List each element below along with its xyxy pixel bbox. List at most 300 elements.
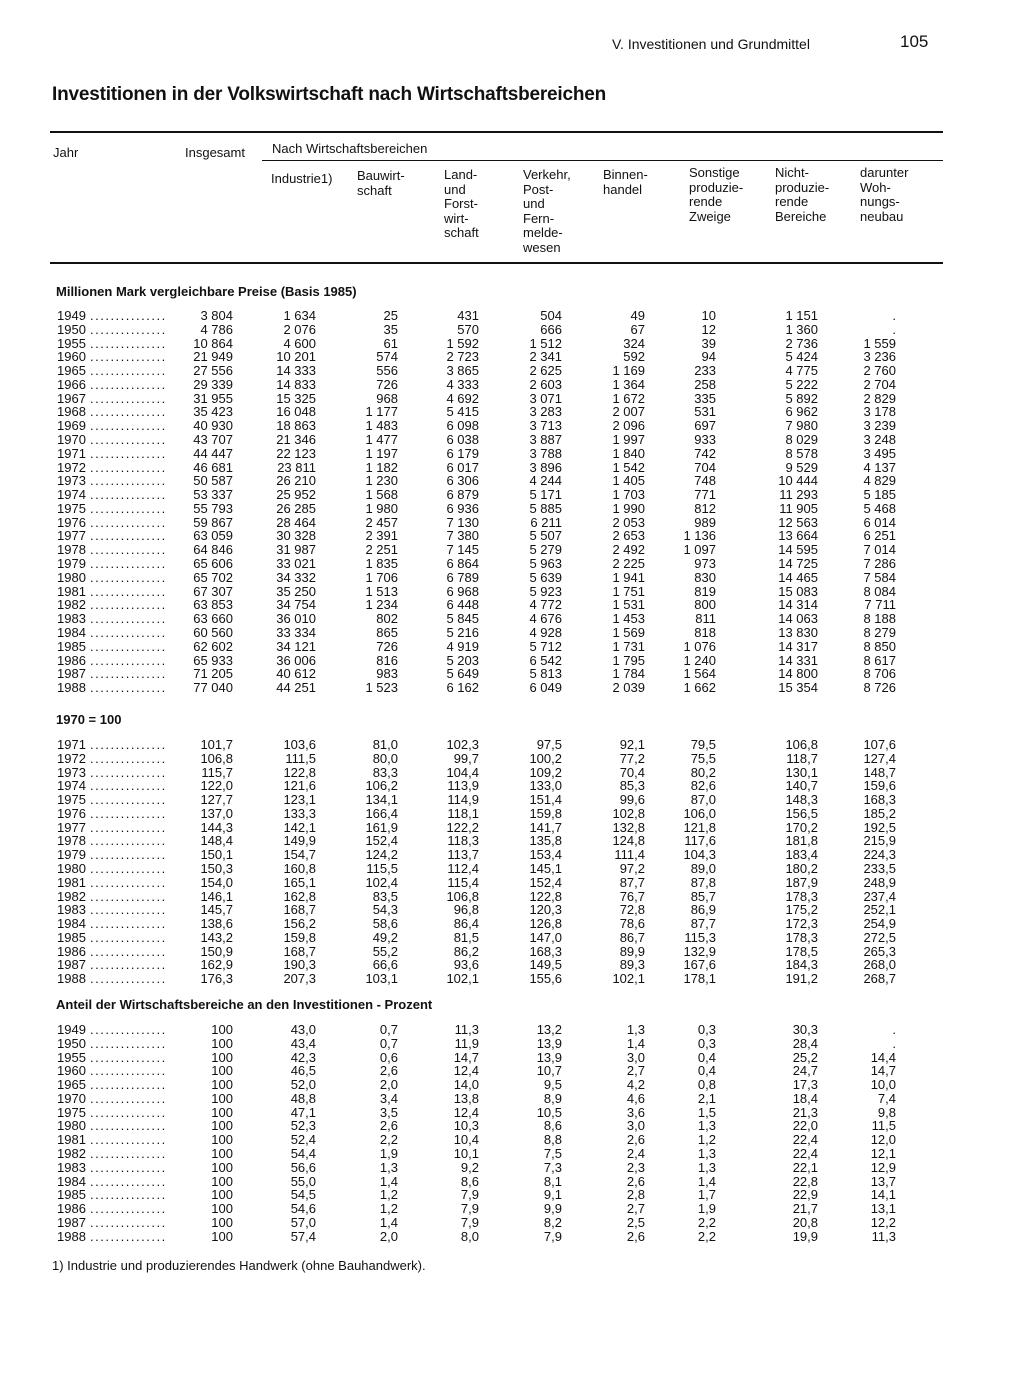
section-title: Anteil der Wirtschaftsbereiche an den Investitionen - Prozent [56,997,433,1012]
cell-verkehr: 147,0 [529,929,562,945]
cell-bauwirtschaft: 2 457 [365,514,398,530]
cell-bauwirtschaft: 2,6 [379,1118,398,1134]
cell-wohnungsneubau: 107,6 [863,737,896,752]
cell-land-forstwirtschaft: 7 380 [446,528,479,544]
cell-nichtproduzierende: 180,2 [785,861,818,877]
cell-verkehr: 2 625 [529,363,562,379]
cell-land-forstwirtschaft: 7 145 [446,542,479,558]
cell-land-forstwirtschaft: 14,0 [453,1077,479,1093]
cell-binnenhandel: 97,2 [619,861,645,877]
cell-industrie: 57,4 [290,1228,316,1244]
table-row [0,1188,1024,1202]
cell-binnenhandel: 324 [623,335,645,351]
cell-industrie: 23 811 [277,459,316,475]
cell-insgesamt: 115,7 [201,764,233,780]
cell-industrie: 34 754 [276,597,316,613]
cell-land-forstwirtschaft: 4 692 [446,390,479,406]
leader-dots: ............... [90,501,167,516]
cell-verkehr: 5 712 [529,638,562,654]
cell-sonstige: 86,9 [690,902,716,918]
cell-nichtproduzierende: 178,5 [785,943,818,959]
cell-sonstige: 704 [694,459,716,475]
cell-land-forstwirtschaft: 10,1 [453,1146,479,1162]
cell-insgesamt: 100 [211,1077,233,1093]
cell-nichtproduzierende: 15 083 [778,583,818,599]
cell-sonstige: 1,2 [697,1132,716,1148]
cell-industrie: 34 121 [276,638,316,654]
table-row [0,1216,1024,1230]
table-row [0,1092,1024,1106]
cell-wohnungsneubau: 7 584 [863,569,896,585]
cell-nichtproduzierende: 184,3 [785,957,818,973]
cell-binnenhandel: 1 453 [612,611,645,627]
cell-binnenhandel: 102,8 [612,805,645,821]
cell-insgesamt: 100 [211,1201,233,1217]
cell-nichtproduzierende: 22,9 [792,1187,818,1203]
cell-nichtproduzierende: 17,3 [792,1077,818,1093]
table-row [0,738,1024,752]
cell-sonstige: 933 [694,432,716,448]
cell-land-forstwirtschaft: 1 592 [446,335,479,351]
cell-sonstige: 75,5 [690,750,716,766]
cell-year: 1986 [57,943,86,959]
leader-dots: ............... [90,1091,167,1106]
cell-nichtproduzierende: 14 595 [778,542,818,558]
cell-wohnungsneubau: 148,7 [863,764,896,780]
leader-dots: ............... [90,751,167,766]
cell-industrie: 133,3 [283,805,316,821]
cell-verkehr: 5 813 [529,666,562,682]
cell-sonstige: 87,7 [690,916,716,932]
cell-year: 1980 [57,1118,86,1134]
cell-industrie: 44 251 [276,680,316,696]
table-row [0,378,1024,392]
cell-insgesamt: 138,6 [200,916,233,932]
cell-nichtproduzierende: 22,4 [792,1146,818,1162]
cell-nichtproduzierende: 21,3 [792,1104,818,1120]
cell-land-forstwirtschaft: 81,5 [453,929,479,945]
cell-verkehr: 4 928 [529,624,562,640]
table-row [0,474,1024,488]
cell-bauwirtschaft: 2,0 [379,1228,398,1244]
table-row [0,488,1024,502]
cell-industrie: 207,3 [283,971,316,987]
cell-insgesamt: 100 [211,1228,233,1244]
cell-insgesamt: 59 867 [193,514,233,530]
cell-wohnungsneubau: 11,5 [871,1118,896,1134]
cell-year: 1982 [57,888,86,904]
cell-year: 1977 [57,819,86,835]
cell-land-forstwirtschaft: 7,9 [460,1187,479,1203]
cell-land-forstwirtschaft: 6 038 [446,432,479,448]
cell-bauwirtschaft: 1 706 [365,569,398,585]
cell-land-forstwirtschaft: 3 865 [446,363,479,379]
cell-industrie: 14 833 [276,376,316,392]
cell-industrie: 1 634 [283,308,316,323]
cell-binnenhandel: 2,6 [626,1173,645,1189]
leader-dots: ............... [90,391,167,406]
cell-wohnungsneubau: 2 704 [863,376,896,392]
cell-verkehr: 6 542 [529,652,562,668]
cell-bauwirtschaft: 81,0 [372,737,398,752]
cell-wohnungsneubau: 12,2 [870,1214,896,1230]
cell-insgesamt: 35 423 [193,404,233,420]
cell-year: 1986 [57,1201,86,1217]
cell-verkehr: 6 211 [530,514,562,530]
cell-bauwirtschaft: 2,2 [379,1132,398,1148]
table-row [0,516,1024,530]
cell-bauwirtschaft: 726 [376,376,398,392]
cell-sonstige: 79,5 [690,737,716,752]
header-nichtproduzierende: Nicht- produzie- rende Bereiche [775,165,830,224]
cell-sonstige: 167,6 [683,957,716,973]
leader-dots: ............... [90,612,167,626]
cell-binnenhandel: 2,6 [626,1132,645,1148]
cell-nichtproduzierende: 28,4 [792,1035,818,1051]
cell-land-forstwirtschaft: 10,3 [453,1118,479,1134]
cell-nichtproduzierende: 130,1 [785,764,818,780]
cell-insgesamt: 150,3 [200,861,233,877]
leader-dots: ............... [90,862,167,876]
cell-verkehr: 5 639 [529,569,562,585]
cell-land-forstwirtschaft: 104,4 [446,764,479,780]
cell-insgesamt: 63 853 [193,597,233,613]
table-row [0,461,1024,475]
cell-land-forstwirtschaft: 13,8 [453,1090,479,1106]
cell-nichtproduzierende: 14 331 [778,652,818,668]
cell-wohnungsneubau: 8 188 [863,611,896,627]
cell-land-forstwirtschaft: 118,3 [447,833,479,849]
cell-nichtproduzierende: 14 725 [778,556,818,572]
cell-bauwirtschaft: 556 [376,363,398,379]
cell-land-forstwirtschaft: 6 879 [446,487,479,503]
cell-binnenhandel: 1 941 [612,569,645,585]
cell-land-forstwirtschaft: 6 098 [446,418,479,434]
cell-verkehr: 10,5 [536,1104,562,1120]
leader-dots: ............... [90,930,167,945]
cell-land-forstwirtschaft: 11,9 [454,1035,479,1051]
table-row [0,1023,1024,1037]
cell-bauwirtschaft: 802 [376,611,398,627]
leader-dots: ............... [90,625,167,640]
cell-wohnungsneubau: 248,9 [863,874,896,890]
cell-land-forstwirtschaft: 12,4 [453,1063,479,1079]
cell-year: 1983 [57,902,86,918]
cell-nichtproduzierende: 1 360 [785,321,818,337]
cell-sonstige: 1 662 [683,680,716,696]
cell-verkehr: 1 512 [529,335,562,351]
leader-dots: ............... [90,1133,167,1148]
cell-verkehr: 13,9 [536,1035,562,1051]
header-insgesamt: Insgesamt [185,145,245,160]
cell-sonstige: 87,8 [690,874,716,890]
leader-dots: ............... [90,529,167,544]
cell-land-forstwirtschaft: 7,9 [460,1214,479,1230]
cell-binnenhandel: 2 225 [612,556,645,572]
cell-wohnungsneubau: 8 706 [863,666,896,682]
cell-sonstige: 115,3 [684,929,716,945]
cell-land-forstwirtschaft: 6 162 [446,680,479,696]
cell-industrie: 43,0 [290,1022,316,1037]
cell-year: 1960 [57,349,86,365]
cell-nichtproduzierende: 1 151 [785,308,818,323]
cell-insgesamt: 100 [211,1132,233,1148]
table-row [0,793,1024,807]
cell-binnenhandel: 2 053 [612,514,645,530]
cell-year: 1988 [57,971,86,987]
leader-dots: ............... [90,598,167,613]
cell-verkehr: 5 507 [529,528,562,544]
header-binnenhandel: Binnen- handel [603,167,648,197]
cell-binnenhandel: 2,5 [626,1214,645,1230]
cell-nichtproduzierende: 14 063 [778,611,818,627]
cell-sonstige: 1,3 [697,1159,716,1175]
cell-insgesamt: 100 [211,1063,233,1079]
cell-industrie: 40 612 [276,666,316,682]
cell-verkehr: 120,3 [529,902,562,918]
cell-wohnungsneubau: . [892,321,896,337]
cell-year: 1980 [57,861,86,877]
leader-dots: ............... [90,1023,167,1037]
table-row [0,779,1024,793]
cell-nichtproduzierende: 19,9 [792,1228,818,1244]
cell-industrie: 122,8 [283,764,316,780]
cell-nichtproduzierende: 178,3 [785,929,818,945]
table-row [0,557,1024,571]
cell-wohnungsneubau: 8 850 [863,638,896,654]
cell-bauwirtschaft: 2,0 [379,1077,398,1093]
cell-industrie: 154,7 [283,847,316,863]
leader-dots: ............... [90,364,167,378]
leader-dots: ............... [90,653,167,668]
cell-binnenhandel: 1 364 [612,376,645,392]
cell-insgesamt: 100 [211,1146,233,1162]
cell-wohnungsneubau: 3 236 [863,349,896,365]
cell-insgesamt: 148,4 [200,833,233,849]
page-number: 105 [900,32,929,51]
cell-bauwirtschaft: 58,6 [372,916,398,932]
cell-insgesamt: 101,7 [200,737,233,752]
cell-binnenhandel: 124,8 [612,833,645,849]
table-row [0,640,1024,654]
cell-binnenhandel: 2 653 [612,528,645,544]
cell-binnenhandel: 102,1 [612,971,645,987]
cell-nichtproduzierende: 5 424 [785,349,818,365]
cell-year: 1949 [57,1022,86,1037]
leader-dots: ............... [90,1188,167,1203]
leader-dots: ............... [90,889,167,904]
cell-year: 1985 [57,1187,86,1203]
cell-sonstige: 1 097 [683,542,716,558]
table-row [0,392,1024,406]
cell-land-forstwirtschaft: 7 130 [446,514,479,530]
cell-year: 1950 [57,1035,86,1051]
cell-wohnungsneubau: 9,8 [877,1104,896,1120]
cell-binnenhandel: 67 [630,321,645,337]
section-title: 1970 = 100 [56,712,122,727]
cell-insgesamt: 65 702 [193,569,233,585]
table-row [0,917,1024,931]
cell-insgesamt: 10 864 [193,335,233,351]
cell-industrie: 52,3 [290,1118,316,1134]
cell-wohnungsneubau: 14,4 [870,1049,896,1065]
cell-sonstige: 2,2 [697,1228,716,1244]
cell-binnenhandel: 70,4 [619,764,645,780]
header-sonstige: Sonstige produzie- rende Zweige [689,165,744,224]
cell-bauwirtschaft: 1 568 [365,487,398,503]
cell-insgesamt: 55 793 [193,500,233,516]
cell-sonstige: 104,3 [683,847,716,863]
cell-sonstige: 178,1 [683,971,716,987]
cell-year: 1988 [57,680,86,696]
cell-insgesamt: 50 587 [193,473,233,489]
cell-wohnungsneubau: 265,3 [863,943,896,959]
cell-bauwirtschaft: 134,1 [365,792,398,808]
cell-land-forstwirtschaft: 5 203 [446,652,479,668]
cell-nichtproduzierende: 18,4 [792,1090,818,1106]
cell-sonstige: 2,1 [697,1090,716,1106]
cell-nichtproduzierende: 20,8 [792,1214,818,1230]
cell-insgesamt: 4 786 [200,321,233,337]
cell-year: 1976 [57,514,86,530]
cell-land-forstwirtschaft: 114,9 [447,792,479,808]
cell-industrie: 21 346 [276,432,316,448]
cell-sonstige: 1,9 [697,1201,716,1217]
cell-bauwirtschaft: 3,4 [379,1090,398,1106]
cell-nichtproduzierende: 14 465 [778,569,818,585]
cell-industrie: 190,3 [283,957,316,973]
cell-insgesamt: 100 [211,1022,233,1037]
cell-land-forstwirtschaft: 6 306 [446,473,479,489]
cell-verkehr: 151,4 [529,792,562,808]
cell-bauwirtschaft: 103,1 [365,971,398,987]
cell-bauwirtschaft: 726 [376,638,398,654]
cell-year: 1970 [57,1090,86,1106]
cell-sonstige: 89,0 [690,861,716,877]
leader-dots: ............... [90,793,167,807]
cell-industrie: 48,8 [290,1090,316,1106]
cell-industrie: 103,6 [283,737,316,752]
cell-land-forstwirtschaft: 113,7 [447,847,479,863]
cell-nichtproduzierende: 4 775 [785,363,818,379]
cell-nichtproduzierende: 22,8 [792,1173,818,1189]
cell-sonstige: 335 [694,390,716,406]
cell-verkehr: 4 772 [529,597,562,613]
cell-industrie: 46,5 [290,1063,316,1079]
cell-nichtproduzierende: 9 529 [785,459,818,475]
cell-binnenhandel: 1 531 [612,597,645,613]
cell-insgesamt: 65 606 [193,556,233,572]
cell-year: 1984 [57,916,86,932]
table-row [0,862,1024,876]
cell-wohnungsneubau: . [892,1035,896,1051]
cell-binnenhandel: 4,6 [626,1090,645,1106]
cell-bauwirtschaft: 2,6 [379,1063,398,1079]
cell-binnenhandel: 1 997 [612,432,645,448]
cell-bauwirtschaft: 1 523 [365,680,398,696]
table-row [0,626,1024,640]
cell-verkehr: 3 283 [529,404,562,420]
cell-industrie: 14 333 [276,363,316,379]
cell-verkehr: 8,6 [543,1118,562,1134]
cell-bauwirtschaft: 1 230 [365,473,398,489]
table-row [0,752,1024,766]
cell-nichtproduzierende: 22,0 [792,1118,818,1134]
cell-binnenhandel: 3,0 [626,1049,645,1065]
cell-binnenhandel: 1,3 [626,1022,645,1037]
cell-bauwirtschaft: 1 197 [365,445,398,461]
cell-year: 1972 [57,750,86,766]
cell-industrie: 4 600 [283,335,316,351]
cell-insgesamt: 21 949 [193,349,233,365]
leader-dots: ............... [90,779,167,794]
cell-industrie: 54,5 [290,1187,316,1203]
cell-sonstige: 812 [694,500,716,516]
cell-land-forstwirtschaft: 86,4 [453,916,479,932]
cell-verkehr: 3 887 [529,432,562,448]
cell-binnenhandel: 2,3 [626,1159,645,1175]
cell-wohnungsneubau: 2 829 [863,390,896,406]
table-row [0,1175,1024,1189]
cell-wohnungsneubau: 185,2 [863,805,896,821]
cell-sonstige: 1,3 [697,1118,716,1134]
cell-verkehr: 5 279 [529,542,562,558]
cell-year: 1974 [57,487,86,503]
cell-sonstige: 531 [694,404,716,420]
cell-insgesamt: 46 681 [193,459,233,475]
cell-nichtproduzierende: 183,4 [785,847,818,863]
leader-dots: ............... [90,433,167,447]
cell-wohnungsneubau: 252,1 [863,902,896,918]
cell-bauwirtschaft: 1 234 [365,597,398,613]
cell-nichtproduzierende: 25,2 [792,1049,818,1065]
cell-industrie: 52,4 [290,1132,316,1148]
cell-wohnungsneubau: 254,9 [863,916,896,932]
cell-binnenhandel: 111,4 [614,847,645,863]
cell-insgesamt: 150,9 [200,943,233,959]
cell-industrie: 149,9 [283,833,316,849]
cell-insgesamt: 64 846 [193,542,233,558]
cell-wohnungsneubau: 8 617 [863,652,896,668]
cell-year: 1978 [57,833,86,849]
table-row [0,972,1024,986]
cell-year: 1979 [57,556,86,572]
cell-year: 1986 [57,652,86,668]
table-row [0,1119,1024,1133]
table-row [0,807,1024,821]
cell-binnenhandel: 1 990 [612,500,645,516]
cell-insgesamt: 43 707 [193,432,233,448]
cell-land-forstwirtschaft: 115,4 [447,874,479,890]
cell-land-forstwirtschaft: 14,7 [453,1049,479,1065]
cell-binnenhandel: 72,8 [619,902,645,918]
cell-industrie: 30 328 [276,528,316,544]
cell-nichtproduzierende: 11 905 [779,500,818,516]
cell-bauwirtschaft: 83,5 [372,888,398,904]
cell-nichtproduzierende: 6 962 [785,404,818,420]
cell-binnenhandel: 85,3 [619,778,645,794]
cell-insgesamt: 100 [211,1159,233,1175]
cell-insgesamt: 146,1 [200,888,233,904]
section-title: Millionen Mark vergleichbare Preise (Basis 1985) [56,284,357,299]
cell-bauwirtschaft: 166,4 [365,805,398,821]
cell-land-forstwirtschaft: 6 968 [446,583,479,599]
cell-year: 1965 [57,363,86,379]
cell-year: 1988 [57,1228,86,1244]
cell-binnenhandel: 3,0 [626,1118,645,1134]
cell-sonstige: 82,6 [690,778,716,794]
cell-bauwirtschaft: 80,0 [372,750,398,766]
